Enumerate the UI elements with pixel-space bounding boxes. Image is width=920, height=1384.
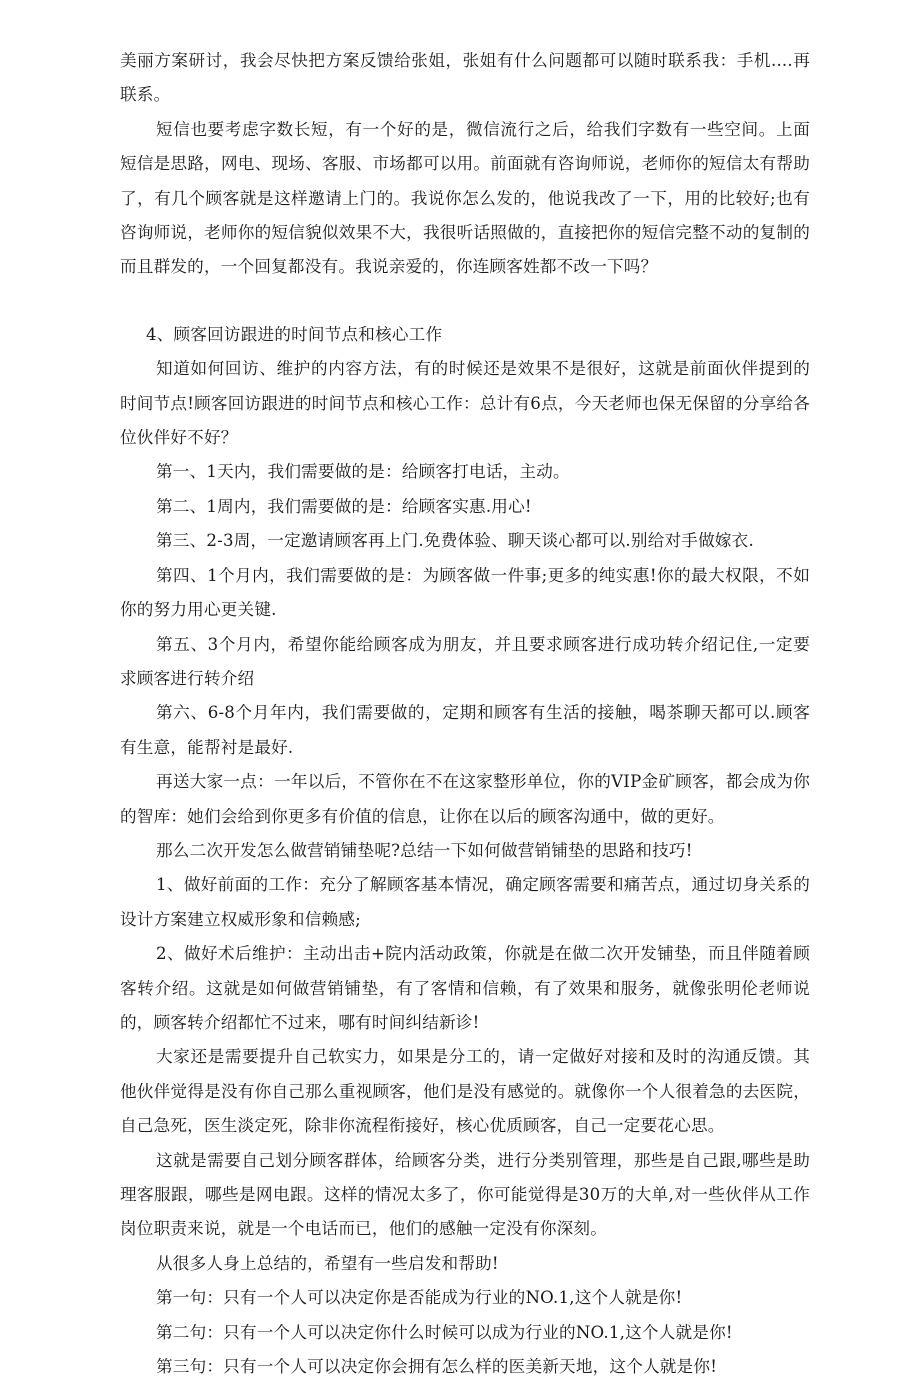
- quote-line-1: 第一句：只有一个人可以决定你是否能成为行业的NO.1,这个人就是你!: [156, 1288, 683, 1308]
- paragraph-bonus-tip: 再送大家一点：一年以后，不管你在不在这家整形单位，你的VIP金矿顾客，都会成为你的智库：她们会给到你更多有价值的信息，让你在以后的顾客沟通中，做的更好。: [120, 772, 810, 826]
- list-item-step-5: 第五、3个月内，希望你能给顾客成为朋友，并且要求顾客进行成功转介绍记住,一定要求顾客进行转介绍: [120, 634, 810, 688]
- quote-line-2: 第二句：只有一个人可以决定你什么时候可以成为行业的NO.1,这个人就是你!: [156, 1322, 733, 1342]
- section-heading: 4、顾客回访跟进的时间节点和核心工作: [146, 324, 443, 344]
- list-item-step-4: 第四、1个月内，我们需要做的是：为顾客做一件事;更多的纯实惠!你的最大权限，不如你的努力用心更关键.: [120, 565, 810, 620]
- paragraph-customer-segmentation: 这就是需要自己划分顾客群体，给顾客分类，进行分类别管理，那些是自己跟,哪些是助理客服跟，哪些是网电跟。这样的情况太多了，你可能觉得是30万的大单,对一些伙伴从工作岗位职责来说，就是一个电话而已，他们的感触一定没有你深刻。: [120, 1150, 810, 1239]
- list-item-tip-1: 1、做好前面的工作：充分了解顾客基本情况，确定顾客需要和痛苦点，通过切身关系的设计方案建立权威形象和信赖感;: [120, 875, 810, 929]
- paragraph-summary: 从很多人身上总结的，希望有一些启发和帮助!: [156, 1253, 499, 1273]
- paragraph-sms-length: 短信也要考虑字数长短，有一个好的是，微信流行之后，给我们字数有一些空间。上面短信是思路，网电、现场、客服、市场都可以用。前面就有咨询师说，老师你的短信太有帮助了，有几个顾客就是这样邀请上门的。我说你怎么发的，他说我改了一下，用的比较好;也有咨询师说，老师你的短信貌似效果不大，我很听话照做的，直接把你的短信完整不动的复制的而且群发的，一个回复都没有。我说亲爱的，你连顾客姓都不改一下吗？: [120, 119, 810, 277]
- paragraph-question: 那么二次开发怎么做营销铺垫呢?总结一下如何做营销铺垫的思路和技巧!: [156, 840, 693, 860]
- list-item-step-3: 第三、2-3周，一定邀请顾客再上门.免费体验、聊天谈心都可以.别给对手做嫁衣.: [156, 531, 754, 551]
- list-item-step-1: 第一、1天内，我们需要做的是：给顾客打电话，主动。: [156, 462, 570, 482]
- list-item-step-2: 第二、1周内，我们需要做的是：给顾客实惠.用心!: [156, 496, 532, 516]
- list-item-step-6: 第六、6-8个月年内，我们需要做的，定期和顾客有生活的接触，喝茶聊天都可以.顾客有生意，能帮衬是最好.: [120, 703, 810, 757]
- document-page: [120, 44, 810, 1384]
- paragraph-continuation: 美丽方案研讨，我会尽快把方案反馈给张姐，张姐有什么问题都可以随时联系我：手机....再联系。: [120, 51, 810, 105]
- paragraph-soft-skills: 大家还是需要提升自己软实力，如果是分工的，请一定做好对接和及时的沟通反馈。其他伙伴觉得是没有你自己那么重视顾客，他们是没有感觉的。就像你一个人很着急的去医院，自己急死，医生淡定死，除非你流程衔接好，核心优质顾客，自己一定要花心思。: [120, 1047, 810, 1136]
- list-item-tip-2: 2、做好术后维护：主动出击+院内活动政策，你就是在做二次开发铺垫，而且伴随着顾客转介绍。这就是如何做营销铺垫，有了客情和信赖，有了效果和服务，就像张明伦老师说的，顾客转介绍都忙不过来，哪有时间纠结新诊!: [120, 944, 810, 1032]
- quote-line-3: 第三句：只有一个人可以决定你会拥有怎么样的医美新天地，这个人就是你!: [156, 1357, 718, 1377]
- paragraph-intro-timing: 知道如何回访、维护的内容方法，有的时候还是效果不是很好，这就是前面伙伴提到的时间节点!顾客回访跟进的时间节点和核心工作：总计有6点，今天老师也保无保留的分享给各位伙伴好不好？: [120, 359, 810, 448]
